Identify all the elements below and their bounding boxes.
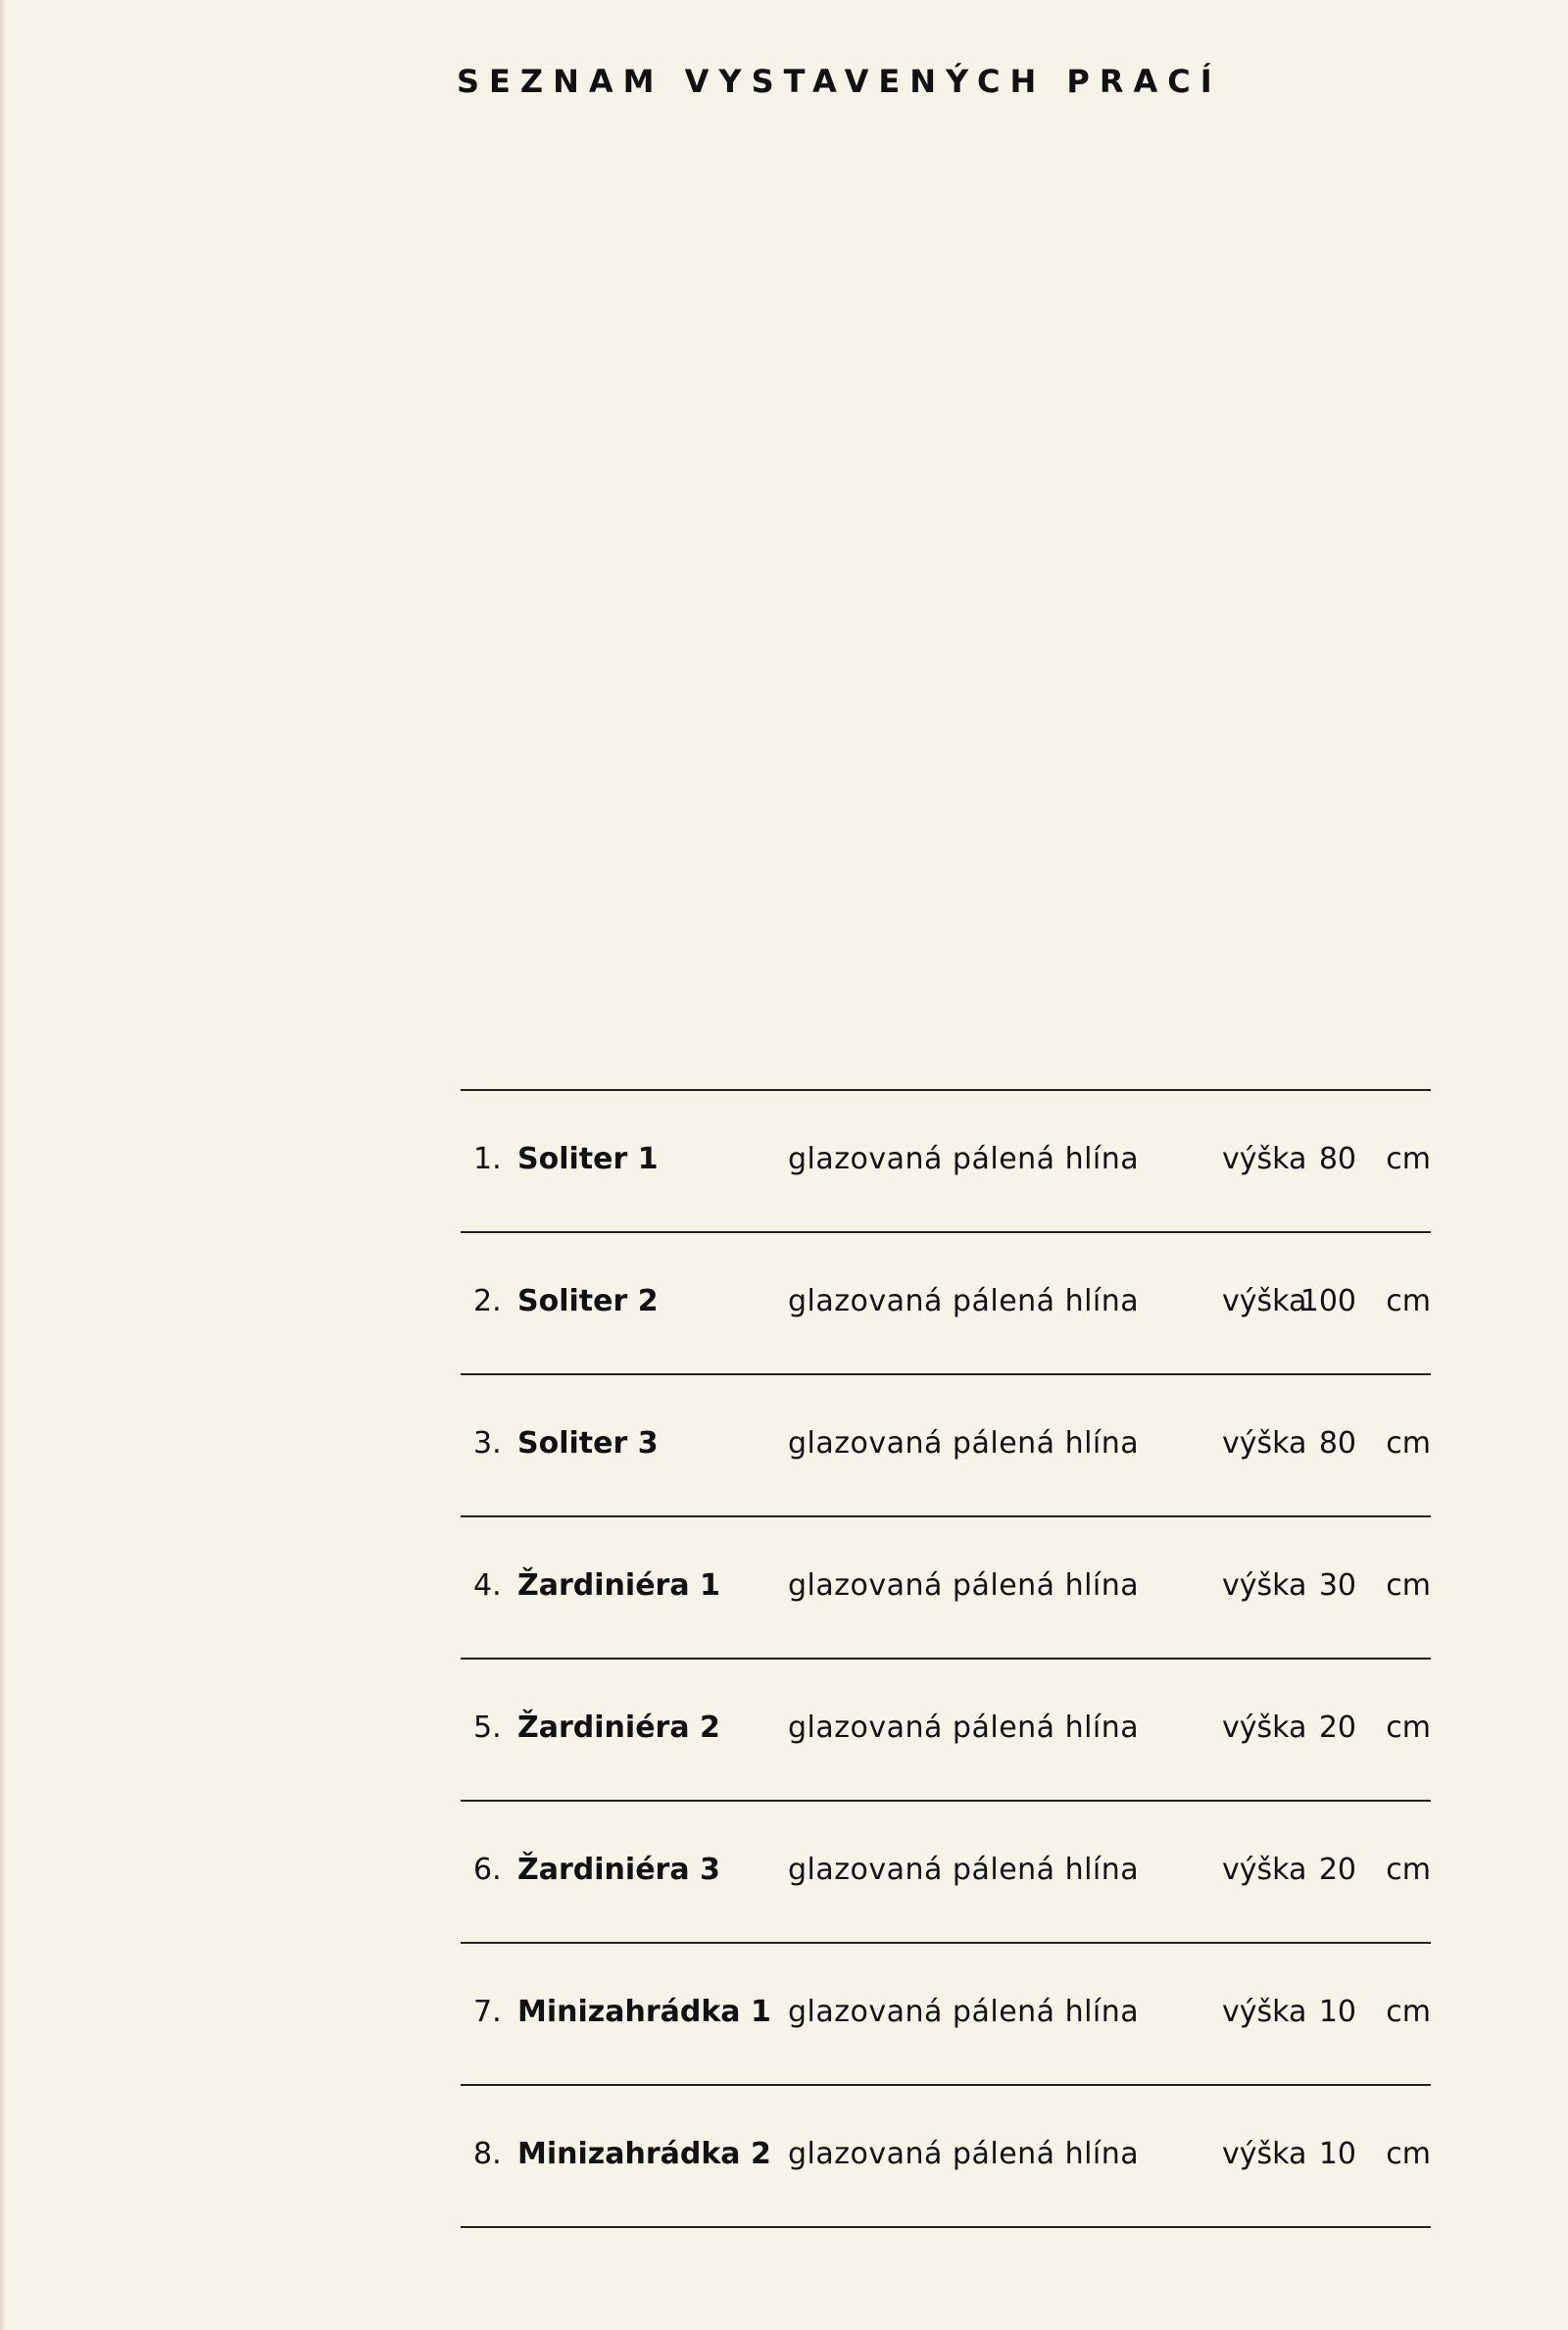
item-material: glazovaná pálená hlína: [788, 1426, 1140, 1461]
item-number: 1.: [473, 1142, 502, 1176]
list-item: [461, 1802, 1431, 1944]
item-unit: cm: [1386, 1710, 1431, 1745]
item-dimension-label: výška: [1222, 1568, 1307, 1603]
item-material: glazovaná pálená hlína: [788, 1568, 1140, 1603]
item-dimension-value: 10: [1318, 2137, 1356, 2171]
item-material: glazovaná pálená hlína: [788, 1142, 1140, 1176]
list-item: [461, 1375, 1431, 1517]
item-number: 6.: [473, 1853, 502, 1887]
item-unit: cm: [1386, 1142, 1431, 1176]
item-material: glazovaná pálená hlína: [788, 1995, 1140, 2029]
item-dimension-label: výška: [1222, 1995, 1307, 2029]
item-name: Soliter 2: [517, 1284, 659, 1318]
works-list: [461, 1091, 1431, 2228]
item-dimension-label: výška: [1222, 1142, 1307, 1176]
item-name: Žardiniéra 2: [517, 1710, 720, 1745]
item-name: Žardiniéra 3: [517, 1853, 720, 1887]
item-dimension-value: 20: [1318, 1710, 1356, 1745]
item-name: Soliter 3: [517, 1426, 659, 1461]
item-dimension-label: výška: [1222, 1426, 1307, 1461]
item-number: 5.: [473, 1710, 502, 1745]
list-item: [461, 1944, 1431, 2086]
item-dimension-value: 10: [1318, 1995, 1356, 2029]
item-unit: cm: [1386, 1426, 1431, 1461]
item-material: glazovaná pálená hlína: [788, 1853, 1140, 1887]
page-edge-shadow: [0, 0, 6, 2330]
list-item: [461, 2086, 1431, 2228]
item-name: Soliter 1: [517, 1142, 659, 1176]
item-name: Minizahrádka 1: [517, 1995, 771, 2029]
list-item: [461, 1091, 1431, 1233]
item-dimension-value: 80: [1318, 1426, 1356, 1461]
item-dimension-value: 80: [1318, 1142, 1356, 1176]
list-item: [461, 1660, 1431, 1802]
item-unit: cm: [1386, 2137, 1431, 2171]
page-title: SEZNAM VYSTAVENÝCH PRACÍ: [457, 63, 1222, 100]
item-dimension-label: výška: [1222, 1284, 1307, 1318]
item-number: 8.: [473, 2137, 502, 2171]
item-number: 2.: [473, 1284, 502, 1318]
item-number: 7.: [473, 1995, 502, 2029]
item-name: Žardiniéra 1: [517, 1568, 720, 1603]
item-dimension-label: výška: [1222, 2137, 1307, 2171]
list-item: [461, 1233, 1431, 1375]
item-material: glazovaná pálená hlína: [788, 1710, 1140, 1745]
item-unit: cm: [1386, 1568, 1431, 1603]
item-dimension-value: 100: [1299, 1284, 1356, 1318]
item-dimension-label: výška: [1222, 1853, 1307, 1887]
item-unit: cm: [1386, 1284, 1431, 1318]
item-name: Minizahrádka 2: [517, 2137, 771, 2171]
item-dimension-label: výška: [1222, 1710, 1307, 1745]
item-number: 4.: [473, 1568, 502, 1603]
item-unit: cm: [1386, 1995, 1431, 2029]
item-material: glazovaná pálená hlína: [788, 1284, 1140, 1318]
item-dimension-value: 30: [1318, 1568, 1356, 1603]
item-number: 3.: [473, 1426, 502, 1461]
list-item: [461, 1517, 1431, 1660]
item-dimension-value: 20: [1318, 1853, 1356, 1887]
item-material: glazovaná pálená hlína: [788, 2137, 1140, 2171]
item-unit: cm: [1386, 1853, 1431, 1887]
